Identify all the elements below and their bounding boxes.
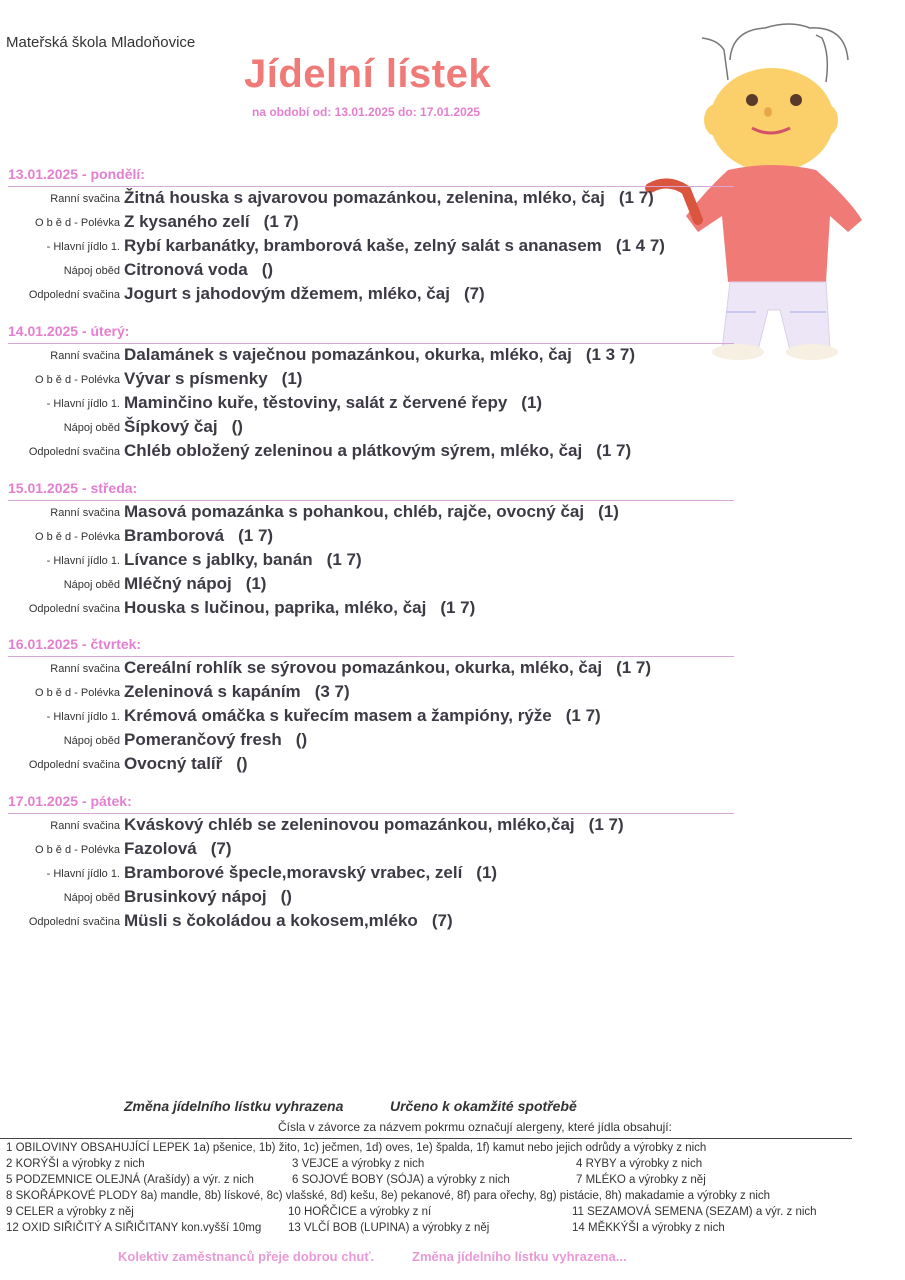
allergen-5: 5 PODZEMNICE OLEJNÁ (Arašídy) a výr. z nich [6,1174,254,1186]
row-label: Odpolední svačina [28,759,120,771]
row-label: O b ě d - Polévka [35,374,120,386]
allergen-codes: (1 7) [596,441,632,460]
menu-row-drink [0,417,740,441]
day-heading: 16.01.2025 - čtvrtek: [8,636,734,657]
row-label: Ranní svačina [50,663,120,675]
meal-text: Dalamánek s vaječnou pomazánkou, okurka, mléko, čaj (1 3 7) [124,345,635,364]
consume-note: Určeno k okamžité spotřebě [390,1098,577,1114]
allergen-codes: (1 7) [440,598,476,617]
menu-row-afternoon-snack [0,754,740,778]
meal-text: Krémová omáčka s kuřecím masem a žampióny, rýže (1 7) [124,706,601,725]
allergen-codes: (1 7) [616,658,652,677]
row-label: Nápoj oběd [63,422,120,434]
menu-row-drink [0,574,740,598]
row-label: - Hlavní jídlo 1. [46,711,120,723]
menu-row-afternoon-snack [0,911,740,935]
meal-text: Bramborová (1 7) [124,526,274,545]
menu-row-morning-snack [0,815,740,839]
meal-text: Müsli s čokoládou a kokosem,mléko (7) [124,911,453,930]
meal-text: Mléčný nápoj (1) [124,574,267,593]
menu-row-soup [0,212,740,236]
allergen-codes: () [280,887,292,906]
row-label: Odpolední svačina [28,289,120,301]
row-label: Nápoj oběd [63,735,120,747]
meal-text: Brusinkový nápoj () [124,887,292,906]
allergen-11: 11 SEZAMOVÁ SEMENA (SEZAM) a výr. z nich [572,1206,817,1218]
allergen-codes: (1 7) [326,550,362,569]
meal-text: Citronová voda () [124,260,274,279]
meal-text: Maminčino kuře, těstoviny, salát z červené řepy (1) [124,393,543,412]
allergen-codes: (3 7) [314,682,350,701]
meal-text: Masová pomazánka s pohankou, chléb, rajče, ovocný čaj (1) [124,502,619,521]
menu-row-main [0,236,740,260]
meal-text: Zeleninová s kapáním (3 7) [124,682,350,701]
allergen-2: 2 KORÝŠI a výrobky z nich [6,1158,145,1170]
meal-text: Ovocný talíř () [124,754,248,773]
menu-row-afternoon-snack [0,598,740,622]
allergen-codes: (1 3 7) [585,345,635,364]
allergen-codes: () [236,754,248,773]
menu-row-soup [0,526,740,550]
menu-row-main [0,706,740,730]
allergen-8: 8 SKOŘÁPKOVÉ PLODY 8a) mandle, 8b) lískové, 8c) vlašské, 8d) kešu, 8e) pekanové, 8f) para ořechy, 8g) pistácie, 8h) makadamie a výrobky z nich [6,1190,771,1202]
meal-text: Bramborové špecle,moravský vrabec, zelí (1) [124,863,498,882]
allergen-codes: () [261,260,274,279]
row-label: Odpolední svačina [28,446,120,458]
menu-row-drink [0,260,740,284]
row-label: Nápoj oběd [63,579,120,591]
allergen-codes: () [295,730,308,749]
day-heading: 17.01.2025 - pátek: [8,793,734,814]
meal-text: Houska s lučinou, paprika, mléko, čaj (1 7) [124,598,476,617]
row-label: - Hlavní jídlo 1. [46,241,120,253]
menu-row-soup [0,839,740,863]
meal-text: Rybí karbanátky, bramborová kaše, zelný salát s ananasem (1 4 7) [124,236,665,255]
meal-text: Z kysaného zelí (1 7) [124,212,299,231]
menu-row-drink [0,887,740,911]
allergen-4: 4 RYBY a výrobky z nich [576,1158,703,1170]
allergen-9: 9 CELER a výrobky z něj [6,1206,134,1218]
row-label: Nápoj oběd [63,892,120,904]
school-name: Mateřská škola Mladoňovice [6,34,196,51]
allergen-codes: (1) [281,369,303,388]
allergen-codes: (1 7) [565,706,601,725]
allergen-codes: (7) [210,839,232,858]
row-label: Odpolední svačina [28,603,120,615]
menu-row-morning-snack [0,658,740,682]
allergen-7: 7 MLÉKO a výrobky z něj [576,1174,706,1186]
row-label: O b ě d - Polévka [35,687,120,699]
allergen-10: 10 HOŘČICE a výrobky z ní [288,1206,432,1218]
allergen-14: 14 MĚKKÝŠI a výrobky z nich [572,1222,725,1234]
allergen-6: 6 SOJOVÉ BOBY (SÓJA) a výrobky z nich [292,1174,510,1186]
row-label: Ranní svačina [50,820,120,832]
row-label: - Hlavní jídlo 1. [46,398,120,410]
row-label: - Hlavní jídlo 1. [46,555,120,567]
meal-text: Fazolová (7) [124,839,232,858]
allergen-codes: (7) [431,911,453,930]
allergen-codes: (1) [245,574,267,593]
day-heading: 15.01.2025 - středa: [8,480,734,501]
meal-text: Lívance s jablky, banán (1 7) [124,550,362,569]
menu-row-afternoon-snack [0,441,740,465]
allergen-intro: Čísla v závorce za názvem pokrmu označují alergeny, které jídla obsahují: [278,1120,672,1134]
meal-text: Pomerančový fresh () [124,730,308,749]
menu-change-note: Změna jídelního lístku vyhrazena [124,1098,344,1114]
meal-text: Jogurt s jahodovým džemem, mléko, čaj (7) [124,284,485,303]
meal-text: Vývar s písmenky (1) [124,369,303,388]
day-heading: 13.01.2025 - pondělí: [8,166,734,187]
row-label: Odpolední svačina [28,916,120,928]
allergen-3: 3 VEJCE a výrobky z nich [292,1158,425,1170]
meal-text: Žitná houska s ajvarovou pomazánkou, zelenina, mléko, čaj (1 7) [124,188,654,207]
row-label: Ranní svačina [50,193,120,205]
row-label: Ranní svačina [50,507,120,519]
allergen-codes: (1 7) [618,188,654,207]
day-heading: 14.01.2025 - úterý: [8,323,734,344]
row-label: O b ě d - Polévka [35,217,120,229]
row-label: O b ě d - Polévka [35,844,120,856]
meal-text: Chléb obložený zeleninou a plátkovým sýrem, mléko, čaj (1 7) [124,441,632,460]
page-title: Jídelní lístek [244,52,492,96]
menu-row-morning-snack [0,345,740,369]
meal-text: Kváskový chléb se zeleninovou pomazánkou, mléko,čaj (1 7) [124,815,624,834]
row-label: Ranní svačina [50,350,120,362]
menu-row-soup [0,369,740,393]
allergen-codes: (1 7) [263,212,299,231]
allergen-codes: (1 7) [588,815,624,834]
meal-text: Cereální rohlík se sýrovou pomazánkou, okurka, mléko, čaj (1 7) [124,658,652,677]
meal-text: Šípkový čaj () [124,417,243,436]
row-label: - Hlavní jídlo 1. [46,868,120,880]
row-label: O b ě d - Polévka [35,531,120,543]
allergen-codes: (7) [463,284,485,303]
menu-row-main [0,863,740,887]
allergen-codes: (1) [476,863,498,882]
footer-change-note: Změna jídelního lístku vyhrazena... [412,1249,627,1264]
allergen-13: 13 VLČÍ BOB (LUPINA) a výrobky z něj [288,1222,490,1234]
allergen-codes: () [231,417,243,436]
menu-row-drink [0,730,740,754]
row-label: Nápoj oběd [63,265,120,277]
allergen-codes: (1 4 7) [615,236,665,255]
menu-row-morning-snack [0,188,740,212]
allergen-divider [0,1138,852,1139]
allergen-codes: (1) [598,502,619,521]
menu-row-main [0,550,740,574]
menu-row-morning-snack [0,502,740,526]
allergen-codes: (1 7) [238,526,274,545]
menu-period: na období od: 13.01.2025 do: 17.01.2025 [252,105,481,119]
allergen-1: 1 OBILOVINY OBSAHUJÍCÍ LEPEK 1a) pšenice, 1b) žito, 1c) ječmen, 1d) oves, 1e) špalda, 1f) kamut nebo jejich odrůdy a výrobky z nich [6,1142,707,1154]
allergen-12: 12 OXID SIŘIČITÝ A SIŘIČITANY kon.vyšší 10mg [6,1222,262,1234]
menu-row-afternoon-snack [0,284,740,308]
menu-row-soup [0,682,740,706]
allergen-codes: (1) [521,393,543,412]
footer-wish: Kolektiv zaměstnanců přeje dobrou chuť. [118,1249,375,1264]
menu-row-main [0,393,740,417]
